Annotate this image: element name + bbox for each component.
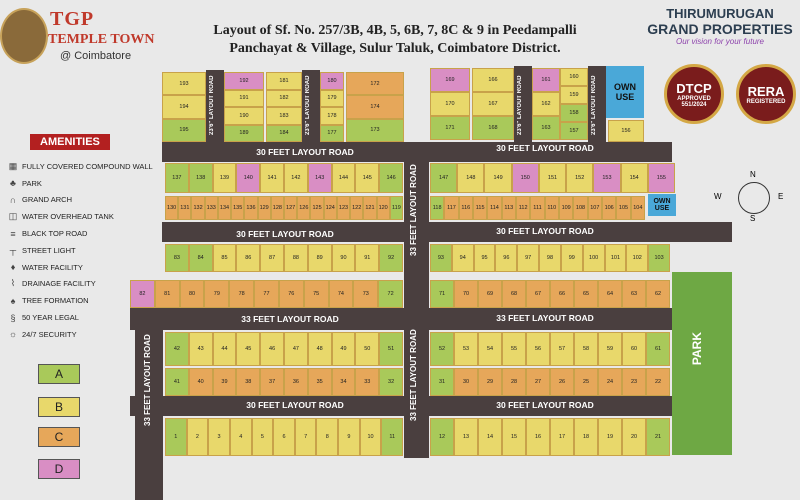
plot-181[interactable]: 181 [266, 72, 302, 90]
plot-195[interactable]: 195 [162, 119, 206, 142]
plot-63[interactable]: 63 [622, 280, 646, 308]
plot-48[interactable]: 48 [308, 332, 332, 366]
plot-128[interactable]: 128 [271, 196, 284, 220]
plot-117[interactable]: 117 [444, 196, 458, 220]
plot-125[interactable]: 125 [310, 196, 323, 220]
plot-70[interactable]: 70 [454, 280, 478, 308]
plot-130[interactable]: 130 [165, 196, 178, 220]
road-label-33b: 33 FEET LAYOUT ROAD [496, 313, 594, 323]
plot-56[interactable]: 56 [526, 332, 550, 366]
road-label-33a: 33 FEET LAYOUT ROAD [241, 314, 339, 324]
amenity-label: PARK [22, 178, 42, 188]
road-label-33-center-low: 33 FEET LAYOUT ROAD [409, 329, 418, 421]
plot-156[interactable]: 156 [608, 120, 644, 142]
legend-a: A [38, 364, 80, 384]
plot-25[interactable]: 25 [574, 368, 598, 396]
title-line-2: Panchayat & Village, Sulur Taluk, Coimbatore District. [229, 41, 561, 56]
plot-60[interactable]: 60 [622, 332, 646, 366]
plot-136[interactable]: 136 [244, 196, 257, 220]
plot-92[interactable]: 92 [379, 244, 403, 272]
plot-118[interactable]: 118 [430, 196, 444, 220]
plot-126[interactable]: 126 [297, 196, 310, 220]
plot-121[interactable]: 121 [363, 196, 376, 220]
park-area [672, 272, 732, 455]
own-use-block-a: OWN USE [606, 66, 644, 118]
brand-right-top: THIRUMURUGAN [666, 6, 774, 21]
plot-23[interactable]: 23 [622, 368, 646, 396]
plot-170[interactable]: 170 [430, 92, 470, 116]
plot-12[interactable]: 12 [430, 418, 454, 456]
own-use-block-b: OWN USE [648, 194, 676, 216]
plot-86[interactable]: 86 [236, 244, 260, 272]
plot-109[interactable]: 109 [559, 196, 573, 220]
plot-162[interactable]: 162 [532, 92, 560, 116]
plot-65[interactable]: 65 [574, 280, 598, 308]
plot-179[interactable]: 179 [320, 90, 344, 108]
road-label-30e: 30 FEET LAYOUT ROAD [246, 400, 344, 410]
brand-right-main: GRAND PROPERTIES [647, 21, 793, 37]
plot-45[interactable]: 45 [236, 332, 260, 366]
plot-119[interactable]: 119 [390, 196, 403, 220]
plot-137[interactable]: 137 [165, 163, 189, 193]
plot-146[interactable]: 146 [379, 163, 403, 193]
brand-right-tagline: Our vision for your future [675, 37, 765, 46]
plot-46[interactable]: 46 [260, 332, 284, 366]
plot-159[interactable]: 159 [560, 86, 588, 104]
plot-22[interactable]: 22 [646, 368, 670, 396]
road-label-33-left: 33 FEET LAYOUT ROAD [143, 334, 152, 426]
road-label-30d: 30 FEET LAYOUT ROAD [496, 226, 594, 236]
plot-55[interactable]: 55 [502, 332, 526, 366]
legend-b: B [38, 397, 80, 417]
plot-111[interactable]: 111 [530, 196, 544, 220]
plot-141[interactable]: 141 [260, 163, 284, 193]
plot-131[interactable]: 131 [178, 196, 191, 220]
plot-15[interactable]: 15 [502, 418, 526, 456]
tank-icon: ◫ [8, 211, 18, 222]
plot-158[interactable]: 158 [560, 104, 588, 122]
plot-101[interactable]: 101 [605, 244, 627, 272]
amenities-heading: AMENITIES [30, 134, 110, 150]
plot-34[interactable]: 34 [332, 368, 356, 396]
security-icon: ☼ [8, 329, 18, 340]
plot-4[interactable]: 4 [230, 418, 252, 456]
amenity-label: 50 YEAR LEGAL [22, 313, 79, 323]
plot-97[interactable]: 97 [517, 244, 539, 272]
plot-99[interactable]: 99 [561, 244, 583, 272]
plot-58[interactable]: 58 [574, 332, 598, 366]
plot-16[interactable]: 16 [526, 418, 550, 456]
plot-145[interactable]: 145 [355, 163, 379, 193]
road-label-30b: 30 FEET LAYOUT ROAD [496, 143, 594, 153]
plot-153[interactable]: 153 [593, 163, 620, 193]
road-label-30a: 30 FEET LAYOUT ROAD [256, 147, 354, 157]
plot-13[interactable]: 13 [454, 418, 478, 456]
plot-93[interactable]: 93 [430, 244, 452, 272]
plot-83[interactable]: 83 [165, 244, 189, 272]
plot-127[interactable]: 127 [284, 196, 297, 220]
plot-106[interactable]: 106 [602, 196, 616, 220]
plot-178[interactable]: 178 [320, 107, 344, 125]
plot-94[interactable]: 94 [452, 244, 474, 272]
plot-11[interactable]: 11 [381, 418, 403, 456]
amenity-label: TREE FORMATION [22, 296, 89, 306]
plot-41[interactable]: 41 [165, 368, 189, 396]
legend-c: C [38, 427, 80, 447]
plot-163[interactable]: 163 [532, 116, 560, 140]
road-label-23c: 23'6" LAYOUT ROAD [517, 75, 523, 135]
compass-south: S [750, 214, 756, 223]
plot-43[interactable]: 43 [189, 332, 213, 366]
plot-135[interactable]: 135 [231, 196, 244, 220]
tap-icon: ♦ [10, 262, 16, 273]
plot-8[interactable]: 8 [316, 418, 338, 456]
plot-68[interactable]: 68 [502, 280, 526, 308]
amenity-label: BLACK TOP ROAD [22, 229, 88, 239]
plot-71[interactable]: 71 [430, 280, 454, 308]
plot-124[interactable]: 124 [324, 196, 337, 220]
plot-103[interactable]: 103 [648, 244, 670, 272]
plot-142[interactable]: 142 [284, 163, 308, 193]
plot-134[interactable]: 134 [218, 196, 231, 220]
plot-144[interactable]: 144 [332, 163, 356, 193]
title-line-1: Layout of Sf. No. 257/3B, 4B, 5, 6B, 7, 8C & 9 in Peedampalli [213, 23, 577, 38]
plot-36[interactable]: 36 [284, 368, 308, 396]
road-label-30c: 30 FEET LAYOUT ROAD [236, 229, 334, 239]
brand-left-short: TGP [50, 8, 95, 30]
plot-28[interactable]: 28 [502, 368, 526, 396]
compass-rose-icon [738, 182, 770, 214]
plot-96[interactable]: 96 [495, 244, 517, 272]
plot-139[interactable]: 139 [213, 163, 237, 193]
plot-183[interactable]: 183 [266, 107, 302, 125]
plot-80[interactable]: 80 [180, 280, 205, 308]
plot-172[interactable]: 172 [346, 72, 404, 95]
brand-left-location: @ Coimbatore [60, 50, 132, 62]
plot-2[interactable]: 2 [187, 418, 209, 456]
plot-52[interactable]: 52 [430, 332, 454, 366]
park-icon: ♣ [10, 178, 16, 189]
plot-21[interactable]: 21 [646, 418, 670, 456]
plot-149[interactable]: 149 [484, 163, 511, 193]
road-label-23d: 23'6" LAYOUT ROAD [591, 75, 597, 135]
light-icon: ┬ [9, 245, 17, 256]
plot-95[interactable]: 95 [474, 244, 496, 272]
plot-114[interactable]: 114 [487, 196, 501, 220]
plot-67[interactable]: 67 [526, 280, 550, 308]
plot-40[interactable]: 40 [189, 368, 213, 396]
compass-north: N [750, 170, 756, 179]
plot-180[interactable]: 180 [320, 72, 344, 90]
wall-icon: ▦ [8, 160, 18, 171]
plot-194[interactable]: 194 [162, 95, 206, 118]
plot-14[interactable]: 14 [478, 418, 502, 456]
plot-120[interactable]: 120 [377, 196, 390, 220]
plot-53[interactable]: 53 [454, 332, 478, 366]
plot-184[interactable]: 184 [266, 125, 302, 143]
plot-102[interactable]: 102 [626, 244, 648, 272]
plot-69[interactable]: 69 [478, 280, 502, 308]
plot-66[interactable]: 66 [550, 280, 574, 308]
amenity-label: GRAND ARCH [22, 195, 73, 205]
drain-icon: ⌇ [10, 278, 16, 289]
plot-39[interactable]: 39 [213, 368, 237, 396]
plot-49[interactable]: 49 [332, 332, 356, 366]
plot-10[interactable]: 10 [360, 418, 382, 456]
rera-badge-title: RERA [747, 83, 785, 99]
plot-31[interactable]: 31 [430, 368, 454, 396]
plot-24[interactable]: 24 [598, 368, 622, 396]
plot-192[interactable]: 192 [224, 72, 264, 90]
plot-108[interactable]: 108 [573, 196, 587, 220]
amenity-label: 24/7 SECURITY [22, 329, 77, 339]
plot-167[interactable]: 167 [472, 92, 514, 116]
plot-151[interactable]: 151 [539, 163, 566, 193]
plot-148[interactable]: 148 [457, 163, 484, 193]
plot-168[interactable]: 168 [472, 116, 514, 140]
road-label-23b: 23'6" LAYOUT ROAD [305, 75, 311, 135]
dtcp-badge-title: DTCP [676, 80, 712, 96]
plot-19[interactable]: 19 [598, 418, 622, 456]
plot-5[interactable]: 5 [252, 418, 274, 456]
plot-190[interactable]: 190 [224, 107, 264, 125]
plot-64[interactable]: 64 [598, 280, 622, 308]
plot-74[interactable]: 74 [329, 280, 354, 308]
legal-icon: § [10, 312, 16, 323]
plot-91[interactable]: 91 [355, 244, 379, 272]
plot-84[interactable]: 84 [189, 244, 213, 272]
plot-189[interactable]: 189 [224, 125, 264, 143]
amenity-label: DRAINAGE FACILITY [22, 279, 96, 289]
rera-badge-sub: REGISTERED [746, 98, 786, 105]
amenity-label: WATER OVERHEAD TANK [22, 212, 114, 222]
plot-77[interactable]: 77 [254, 280, 279, 308]
plot-44[interactable]: 44 [213, 332, 237, 366]
plot-173[interactable]: 173 [346, 119, 404, 142]
arch-icon: ∩ [9, 194, 17, 205]
plot-174[interactable]: 174 [346, 95, 404, 118]
plot-18[interactable]: 18 [574, 418, 598, 456]
plot-89[interactable]: 89 [308, 244, 332, 272]
plot-113[interactable]: 113 [502, 196, 516, 220]
compass-west: W [714, 192, 722, 201]
plot-133[interactable]: 133 [205, 196, 218, 220]
plot-9[interactable]: 9 [338, 418, 360, 456]
plot-87[interactable]: 87 [260, 244, 284, 272]
plot-152[interactable]: 152 [566, 163, 593, 193]
plot-123[interactable]: 123 [337, 196, 350, 220]
road-label-30f: 30 FEET LAYOUT ROAD [496, 400, 594, 410]
compass [714, 170, 784, 224]
plot-37[interactable]: 37 [260, 368, 284, 396]
plot-47[interactable]: 47 [284, 332, 308, 366]
plot-150[interactable]: 150 [512, 163, 539, 193]
amenity-label: STREET LIGHT [22, 245, 76, 255]
plot-54[interactable]: 54 [478, 332, 502, 366]
plot-143[interactable]: 143 [308, 163, 332, 193]
brand-left-name: TEMPLE TOWN [48, 32, 155, 47]
park-label: PARK [690, 332, 704, 366]
plot-26[interactable]: 26 [550, 368, 574, 396]
plot-132[interactable]: 132 [191, 196, 204, 220]
plot-112[interactable]: 112 [516, 196, 530, 220]
plot-171[interactable]: 171 [430, 116, 470, 140]
plot-3[interactable]: 3 [208, 418, 230, 456]
dtcp-badge-number: 551/2024 [681, 101, 707, 108]
plot-193[interactable]: 193 [162, 72, 206, 95]
compass-east: E [778, 192, 784, 201]
plot-75[interactable]: 75 [304, 280, 329, 308]
plot-33[interactable]: 33 [355, 368, 379, 396]
plot-42[interactable]: 42 [165, 332, 189, 366]
plot-157[interactable]: 157 [560, 122, 588, 140]
plot-61[interactable]: 61 [646, 332, 670, 366]
plot-115[interactable]: 115 [473, 196, 487, 220]
plot-110[interactable]: 110 [545, 196, 559, 220]
plot-78[interactable]: 78 [229, 280, 254, 308]
plot-1[interactable]: 1 [165, 418, 187, 456]
plot-191[interactable]: 191 [224, 90, 264, 108]
plot-100[interactable]: 100 [583, 244, 605, 272]
plot-57[interactable]: 57 [550, 332, 574, 366]
plot-79[interactable]: 79 [204, 280, 229, 308]
plot-166[interactable]: 166 [472, 68, 514, 92]
plot-169[interactable]: 169 [430, 68, 470, 92]
road-label-23a: 23'6" LAYOUT ROAD [209, 75, 215, 135]
plot-154[interactable]: 154 [621, 163, 648, 193]
plot-105[interactable]: 105 [616, 196, 630, 220]
plot-116[interactable]: 116 [459, 196, 473, 220]
plot-72[interactable]: 72 [378, 280, 403, 308]
amenity-label: WATER FACILITY [22, 262, 83, 272]
plot-73[interactable]: 73 [353, 280, 378, 308]
plot-50[interactable]: 50 [355, 332, 379, 366]
plot-155[interactable]: 155 [648, 163, 675, 193]
plot-29[interactable]: 29 [478, 368, 502, 396]
plot-51[interactable]: 51 [379, 332, 403, 366]
plot-88[interactable]: 88 [284, 244, 308, 272]
plot-129[interactable]: 129 [258, 196, 271, 220]
plot-6[interactable]: 6 [273, 418, 295, 456]
plot-27[interactable]: 27 [526, 368, 550, 396]
plot-32[interactable]: 32 [379, 368, 403, 396]
plot-76[interactable]: 76 [279, 280, 304, 308]
legend-d: D [38, 459, 80, 479]
plot-138[interactable]: 138 [189, 163, 213, 193]
plot-59[interactable]: 59 [598, 332, 622, 366]
plot-122[interactable]: 122 [350, 196, 363, 220]
amenity-label: FULLY COVERED COMPOUND WALL [22, 161, 153, 171]
plot-90[interactable]: 90 [332, 244, 356, 272]
plot-35[interactable]: 35 [308, 368, 332, 396]
road-label-33-center: 33 FEET LAYOUT ROAD [409, 164, 418, 256]
plot-182[interactable]: 182 [266, 90, 302, 108]
plot-107[interactable]: 107 [588, 196, 602, 220]
plot-17[interactable]: 17 [550, 418, 574, 456]
plot-177[interactable]: 177 [320, 125, 344, 143]
plot-30[interactable]: 30 [454, 368, 478, 396]
plot-7[interactable]: 7 [295, 418, 317, 456]
plot-20[interactable]: 20 [622, 418, 646, 456]
plot-38[interactable]: 38 [236, 368, 260, 396]
plot-98[interactable]: 98 [539, 244, 561, 272]
plot-81[interactable]: 81 [155, 280, 180, 308]
road-icon: ≡ [10, 228, 16, 239]
plot-82[interactable]: 82 [130, 280, 155, 308]
dtcp-badge-sub: APPROVED [677, 95, 711, 102]
plot-85[interactable]: 85 [213, 244, 237, 272]
plot-160[interactable]: 160 [560, 68, 588, 86]
plot-140[interactable]: 140 [236, 163, 260, 193]
tree-icon: ♠ [10, 295, 16, 306]
plot-161[interactable]: 161 [532, 68, 560, 92]
plot-147[interactable]: 147 [430, 163, 457, 193]
plot-62[interactable]: 62 [646, 280, 670, 308]
plot-104[interactable]: 104 [631, 196, 645, 220]
